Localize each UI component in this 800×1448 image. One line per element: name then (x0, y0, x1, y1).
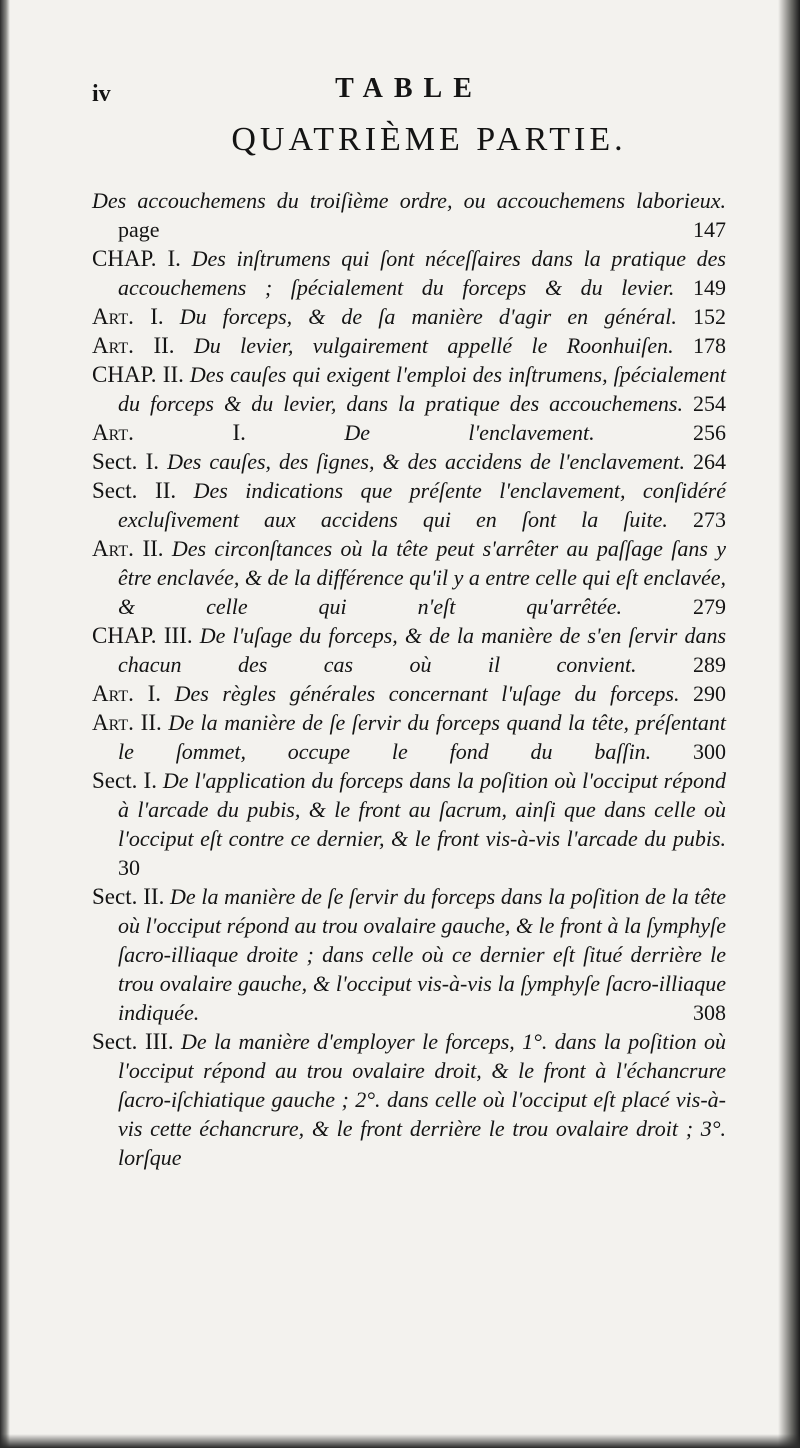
toc-entry-label: Art. II. (92, 710, 162, 735)
toc-entry (92, 244, 726, 302)
toc-entry-page: page 147 (118, 217, 726, 242)
toc-entry-page: 254 (693, 391, 726, 416)
toc-entry-page: 290 (693, 681, 726, 706)
toc-entry-label: Sect. I. (92, 768, 157, 793)
toc-entry (92, 1027, 726, 1172)
toc-entry-label: Art. I. (92, 304, 164, 329)
toc-entry-title: Des cauſes, des ſignes, & des accidens de l'enclavement. (167, 449, 685, 474)
toc-entry-title: De la manière de ſe ſervir du forceps quand la tête, préſentant le ſommet, occupe le fond du baſſin. (118, 710, 726, 764)
toc-entry-title: Du levier, vulgairement appellé le Roonhuiſen. (193, 333, 674, 358)
toc-entry (92, 766, 726, 882)
toc-entry-page: 149 (693, 275, 727, 300)
toc-entry-title: De l'application du forceps dans la poſition où l'occiput répond à l'arcade du pubis, & le front au ſacrum, ainſi que dans celle où l'occiput eſt contre ce dernier, & le front vis-à-vis l'arcade du pubis. (118, 768, 727, 851)
toc-entry-page: 256 (693, 420, 727, 445)
part-title: QUATRIÈME PARTIE. (231, 121, 627, 158)
toc-entry-label: Sect. I. (92, 449, 160, 474)
toc-entry-label: Sect. II. (92, 478, 177, 503)
table-of-contents (92, 186, 726, 1172)
toc-entry (92, 476, 726, 534)
toc-entry-label: CHAP. III. (92, 623, 193, 648)
toc-entry-title: Des circonſtances où la tête peut s'arrêter au paſſage ſans y être enclavée, & de la différence qu'il y a entre celle qui eſt enclavée, & celle qui n'eſt qu'arrêtée. (118, 536, 727, 619)
toc-entry-title: Des indications que préſente l'enclavement, conſidéré excluſivement aux accidens qui en ſont la ſuite. (118, 478, 726, 532)
toc-entry-page: 289 (693, 652, 726, 677)
running-head: TABLE (335, 73, 483, 104)
toc-entry-page: 300 (693, 739, 727, 764)
toc-entry-page: 264 (693, 449, 727, 474)
toc-entry-title: De l'uſage du forceps, & de la manière de s'en ſervir dans chacun des cas où il convient. (118, 623, 727, 677)
toc-entry (92, 882, 726, 1027)
toc-entry (92, 302, 726, 331)
toc-entry-title: Des cauſes qui exigent l'emploi des inſtrumens, ſpécialement du forceps & du levier, dans la pratique des accouchemens. (118, 362, 727, 416)
toc-entry (92, 360, 726, 418)
toc-entry-title: Des règles générales concernant l'uſage du forceps. (174, 681, 680, 706)
page-number: iv (92, 81, 111, 107)
toc-entry (92, 679, 726, 708)
toc-entry-title: De la manière de ſe ſervir du forceps dans la poſition de la tête où l'occiput répond au trou ovalaire gauche, & le front à la ſymphyſe ſacro-illiaque droite ; dans celle où ce dernier eſt ſitué derrière le trou ovalaire gauche, & l'occiput vis-à-vis la ſymphyſe ſacro-illiaque indiquée. (118, 884, 726, 1025)
toc-entry-label: Sect. III. (92, 1029, 174, 1054)
toc-entry-title: De la manière d'employer le forceps, 1°. dans la poſition où l'occiput répond au trou ovalaire droit, & le front à l'échancrure ſacro-iſchiatique gauche ; 2°. dans celle où l'occiput eſt placé vis-à-vis cette échancrure, & le front derrière le trou ovalaire droit ; 3°. lorſque (118, 1029, 726, 1170)
toc-entry-title: Des accouchemens du troiſième ordre, ou accouchemens laborieux. (92, 188, 726, 213)
toc-entry-label: Art. I. (92, 420, 246, 445)
toc-entry-label: Art. II. (92, 333, 175, 358)
toc-entry-title: Des inſtrumens qui ſont néceſſaires dans la pratique des accouchemens ; ſpécialement du forceps & du levier. (118, 246, 726, 300)
page-edge-left (0, 0, 10, 1448)
toc-entry (92, 708, 726, 766)
toc-entry (92, 534, 726, 621)
toc-entry-label: Art. I. (92, 681, 162, 706)
toc-entry-label: Art. II. (92, 536, 164, 561)
toc-entry (92, 621, 726, 679)
toc-entry-title: De l'enclavement. (344, 420, 595, 445)
toc-entry-page: 30 (118, 855, 140, 880)
toc-entry-label: Sect. II. (92, 884, 165, 909)
toc-entry-label: CHAP. II. (92, 362, 184, 387)
toc-entry-page: 279 (693, 594, 727, 619)
toc-entry (92, 331, 726, 360)
toc-entry-title: Du forceps, & de ſa manière d'agir en général. (179, 304, 677, 329)
page-edge-right (778, 0, 800, 1448)
toc-entry (92, 186, 726, 244)
toc-entry-page: 273 (693, 507, 727, 532)
toc-entry-page: 152 (693, 304, 726, 329)
book-page (92, 70, 726, 1172)
toc-entry-page: 178 (693, 333, 727, 358)
toc-entry-label: CHAP. I. (92, 246, 181, 271)
page-edge-bottom (0, 1434, 800, 1448)
toc-entry (92, 418, 726, 447)
toc-entry-page: 308 (693, 1000, 726, 1025)
toc-entry (92, 447, 726, 476)
page-header (92, 70, 726, 118)
